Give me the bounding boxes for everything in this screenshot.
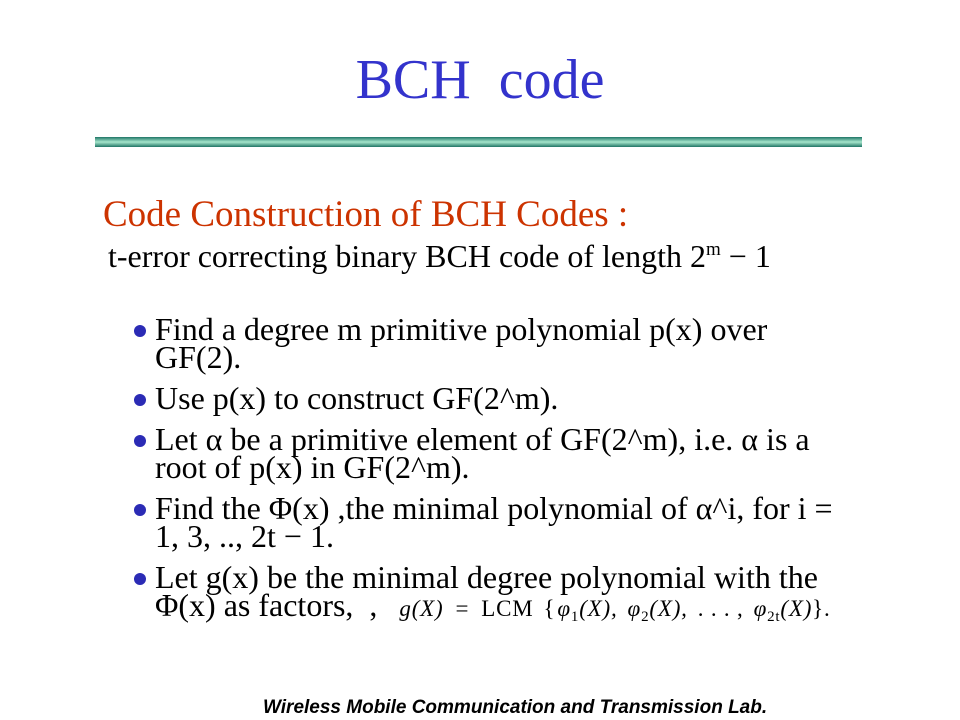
- bullet-line: GF(2).: [155, 339, 242, 375]
- title-divider: [95, 137, 862, 147]
- bullet-icon: [134, 573, 146, 585]
- formula-subscript: 2t: [767, 609, 781, 625]
- bullet-icon: [134, 435, 146, 447]
- formula-argument: (X),: [579, 596, 618, 621]
- subheading-superscript: m: [706, 239, 721, 260]
- bullet-line: Find the Φ(x) ,the minimal polynomial of α^i, for i =: [155, 490, 833, 526]
- formula-equals: =: [455, 596, 470, 621]
- subheading-text: t-error correcting binary BCH code of length 2: [108, 238, 707, 274]
- bullet-item: [155, 311, 945, 375]
- bullet-item: [155, 380, 945, 416]
- formula-operator: LCM: [481, 596, 534, 621]
- bullet-line: Find a degree m primitive polynomial p(x) over: [155, 311, 768, 347]
- formula-phi: φ: [627, 596, 642, 621]
- bullet-item: [155, 559, 945, 625]
- bullet-item: [155, 490, 945, 554]
- bullet-line-with-formula: [155, 587, 945, 625]
- section-subheading: [108, 240, 771, 272]
- formula-ellipsis: . . . ,: [697, 596, 744, 621]
- formula-phi: φ: [753, 596, 768, 621]
- bullet-line: root of p(x) in GF(2^m).: [155, 449, 470, 485]
- formula-subscript: 2: [641, 609, 650, 625]
- formula-argument: (X): [780, 596, 813, 621]
- formula-term: [557, 596, 618, 625]
- formula-term: [627, 596, 688, 625]
- formula-phi: φ: [557, 596, 571, 621]
- formula-subscript: 1: [570, 609, 580, 625]
- bullet-line-text: Φ(x) as factors, ,: [155, 587, 378, 623]
- bullet-icon: [134, 394, 146, 406]
- bullet-line: Use p(x) to construct GF(2^m).: [155, 380, 559, 416]
- lcm-formula: [399, 596, 831, 625]
- formula-open-brace: {: [543, 596, 556, 621]
- bullet-icon: [134, 504, 146, 516]
- section-heading: Code Construction of BCH Codes :: [103, 194, 629, 235]
- slide-title: BCH code: [355, 49, 605, 111]
- footer-lab-name: Wireless Mobile Communication and Transmission Lab.: [263, 697, 768, 718]
- bullet-line: 1, 3, .., 2t − 1.: [155, 518, 334, 554]
- bullet-item: [155, 421, 945, 485]
- formula-argument: (X),: [649, 596, 688, 621]
- bullet-list: [155, 311, 945, 625]
- bullet-line: Let α be a primitive element of GF(2^m), i.e. α is a: [155, 421, 810, 457]
- subheading-tail: − 1: [720, 238, 771, 274]
- formula-lhs: g(X): [399, 596, 444, 621]
- formula-close-brace: }.: [812, 596, 831, 621]
- bullet-line: Let g(x) be the minimal degree polynomial with the: [155, 559, 818, 595]
- formula-term: [753, 596, 813, 625]
- bullet-icon: [134, 325, 146, 337]
